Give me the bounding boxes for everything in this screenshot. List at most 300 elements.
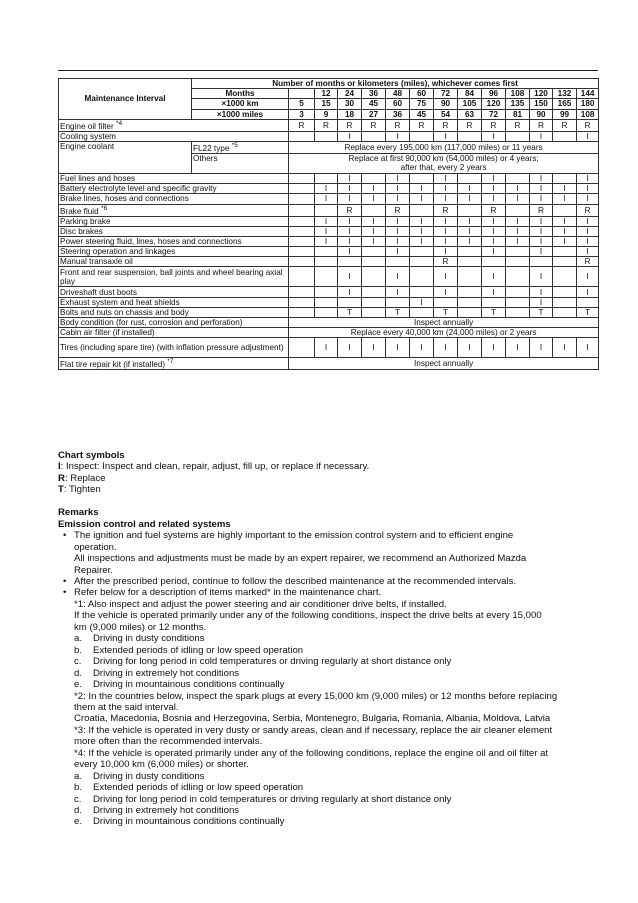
schedule-mark xyxy=(458,131,482,141)
bullet-period: • After the prescribed period, continue to follow the described maintenance at the recommended intervals. xyxy=(58,576,603,587)
interval-value: 36 xyxy=(386,109,410,119)
note-4-cont: every 10,000 km (6,000 miles) or shorter. xyxy=(74,759,249,771)
note-2-countries: Croatia, Macedonia, Bosnia and Herzegovina, Serbia, Montenegro, Bulgaria, Romania, Albania, Moldova, Latvia xyxy=(74,713,551,725)
schedule-mark xyxy=(506,287,530,297)
schedule-mark: R xyxy=(386,204,410,216)
list-item-letter: d. xyxy=(74,805,83,817)
table-row xyxy=(59,184,599,194)
table-row xyxy=(59,173,599,183)
interval-value: 105 xyxy=(458,99,482,109)
note-1-cont2: km (9,000 miles) or 12 months. xyxy=(74,621,207,633)
interval-value: 45 xyxy=(410,109,434,119)
schedule-mark xyxy=(362,297,386,307)
schedule-mark xyxy=(362,204,386,216)
schedule-mark: I xyxy=(577,267,599,287)
interval-value: 45 xyxy=(362,99,386,109)
list-item-text: Extended periods of idling or low speed operation xyxy=(93,782,304,794)
item-label xyxy=(59,173,289,183)
schedule-mark: T xyxy=(577,307,599,317)
schedule-mark: I xyxy=(315,184,338,194)
schedule-mark: R xyxy=(553,119,577,131)
schedule-mark: I xyxy=(482,338,506,358)
list-item-letter: d. xyxy=(74,667,83,679)
schedule-mark xyxy=(315,307,338,317)
schedule-mark xyxy=(553,173,577,183)
schedule-mark: T xyxy=(338,307,362,317)
schedule-mark: I xyxy=(530,131,553,141)
schedule-mark: I xyxy=(362,184,386,194)
schedule-mark: I xyxy=(530,184,553,194)
schedule-mark: R xyxy=(362,119,386,131)
interval-value: 135 xyxy=(506,99,530,109)
maintenance-interval-header: Maintenance Interval xyxy=(59,79,192,120)
schedule-mark: I xyxy=(506,184,530,194)
item-label-text: Cooling system xyxy=(60,131,116,141)
footnote-mark: *5 xyxy=(231,141,238,149)
interval-value: 60 xyxy=(386,99,410,109)
table-row xyxy=(59,318,599,328)
schedule-mark: I xyxy=(315,194,338,204)
note-3-cont: more often than the recommended intervals. xyxy=(74,736,263,748)
item-label xyxy=(59,119,289,131)
schedule-mark: I xyxy=(530,216,553,226)
schedule-mark xyxy=(315,131,338,141)
interval-value: 24 xyxy=(338,89,362,99)
schedule-mark: I xyxy=(458,184,482,194)
list-item-text: Driving in mountainous conditions continually xyxy=(93,679,285,691)
schedule-mark: I xyxy=(482,131,506,141)
schedule-mark: I xyxy=(338,216,362,226)
schedule-mark: R xyxy=(577,204,599,216)
schedule-mark: I xyxy=(434,184,458,194)
schedule-mark xyxy=(289,173,315,183)
schedule-mark xyxy=(315,247,338,257)
schedule-mark: R xyxy=(506,119,530,131)
fl22-text: FL22 type xyxy=(193,143,230,153)
body-condition-label: Body condition (for rust, corrosion and perforation) xyxy=(59,318,289,328)
interval-value: 5 xyxy=(289,99,315,109)
schedule-mark xyxy=(315,287,338,297)
table-row xyxy=(59,247,599,257)
interval-value: 54 xyxy=(434,109,458,119)
top-rule xyxy=(58,70,598,71)
schedule-mark: I xyxy=(338,247,362,257)
schedule-mark: I xyxy=(553,236,577,246)
schedule-mark: R xyxy=(530,119,553,131)
schedule-mark: I xyxy=(338,236,362,246)
others-interval-text xyxy=(289,153,599,173)
schedule-mark xyxy=(553,204,577,216)
schedule-mark: I xyxy=(434,236,458,246)
schedule-mark: I xyxy=(482,194,506,204)
conditions-list-1 xyxy=(58,633,603,690)
item-label xyxy=(59,297,289,307)
schedule-mark xyxy=(506,307,530,317)
schedule-mark: I xyxy=(434,173,458,183)
schedule-mark xyxy=(506,131,530,141)
schedule-mark xyxy=(553,297,577,307)
schedule-mark: I xyxy=(577,236,599,246)
table-row xyxy=(59,257,599,267)
list-item-letter: e. xyxy=(74,679,83,691)
schedule-mark: I xyxy=(410,216,434,226)
interval-value: 90 xyxy=(434,99,458,109)
schedule-mark: I xyxy=(315,236,338,246)
schedule-mark: I xyxy=(506,236,530,246)
bullet-ignition-cont: operation. xyxy=(74,541,117,553)
schedule-mark xyxy=(289,204,315,216)
item-label xyxy=(59,131,289,141)
list-item-letter: c. xyxy=(74,656,82,668)
interval-value: 48 xyxy=(386,89,410,99)
item-label xyxy=(59,236,289,246)
schedule-mark xyxy=(289,184,315,194)
list-item-letter: a. xyxy=(74,633,83,645)
schedule-mark xyxy=(289,236,315,246)
item-label xyxy=(59,216,289,226)
schedule-mark xyxy=(458,173,482,183)
schedule-mark: I xyxy=(386,267,410,287)
schedule-mark: I xyxy=(553,226,577,236)
schedule-mark: I xyxy=(410,236,434,246)
table-row xyxy=(59,119,599,131)
schedule-mark: I xyxy=(410,184,434,194)
schedule-mark: R xyxy=(577,119,599,131)
table-row xyxy=(59,194,599,204)
schedule-mark xyxy=(458,307,482,317)
schedule-mark xyxy=(458,287,482,297)
schedule-mark: I xyxy=(338,131,362,141)
schedule-mark: I xyxy=(577,194,599,204)
schedule-mark xyxy=(362,173,386,183)
schedule-mark xyxy=(410,173,434,183)
schedule-mark: I xyxy=(482,216,506,226)
schedule-mark xyxy=(289,338,315,358)
list-item-letter: b. xyxy=(74,644,83,656)
bullet-refer: • Refer below for a description of items marked* in the maintenance chart. xyxy=(58,587,603,598)
list-item-text: Driving in mountainous conditions continually xyxy=(93,816,285,828)
schedule-mark: R xyxy=(434,257,458,267)
bullet-ignition: • The ignition and fuel systems are highly important to the emission control system and to efficient engine xyxy=(58,530,603,541)
schedule-mark: I xyxy=(386,131,410,141)
list-item xyxy=(58,656,603,667)
schedule-mark: I xyxy=(410,226,434,236)
table-row xyxy=(59,267,599,287)
schedule-mark xyxy=(362,267,386,287)
interval-value: 9 xyxy=(315,109,338,119)
schedule-mark: T xyxy=(386,307,410,317)
item-label-text: Flat tire repair kit (if installed) xyxy=(60,360,166,370)
schedule-mark xyxy=(315,267,338,287)
table-row xyxy=(59,226,599,236)
schedule-mark xyxy=(458,267,482,287)
interval-value: 63 xyxy=(458,109,482,119)
footnote-mark: *7 xyxy=(167,358,174,366)
list-item xyxy=(58,816,603,827)
schedule-mark: R xyxy=(434,119,458,131)
item-label-text: Power steering fluid, lines, hoses and connections xyxy=(60,237,242,246)
list-item xyxy=(58,645,603,656)
interval-value: 132 xyxy=(553,89,577,99)
schedule-mark xyxy=(289,287,315,297)
schedule-mark: I xyxy=(315,216,338,226)
list-item-text: Driving in extremely hot conditions xyxy=(93,805,240,817)
interval-value: 12 xyxy=(315,89,338,99)
schedule-mark: I xyxy=(506,194,530,204)
schedule-mark: I xyxy=(386,194,410,204)
schedule-mark: R xyxy=(386,119,410,131)
schedule-mark xyxy=(553,247,577,257)
item-label xyxy=(59,194,289,204)
table-row xyxy=(59,287,599,297)
schedule-mark: I xyxy=(458,194,482,204)
list-item-text: Driving in dusty conditions xyxy=(93,770,205,782)
table-row xyxy=(59,141,599,153)
list-item-text: Driving for long period in cold temperatures or driving regularly at short distance only xyxy=(93,793,452,805)
schedule-mark: I xyxy=(577,216,599,226)
list-item-letter: b. xyxy=(74,782,83,794)
schedule-mark xyxy=(410,247,434,257)
symbol-inspect: I: Inspect: Inspect and clean, repair, adjust, fill up, or replace if necessary. xyxy=(58,461,370,473)
fl22-interval-text: Replace every 195,000 km (117,000 miles) or 11 years xyxy=(289,141,599,153)
table-row xyxy=(59,297,599,307)
body-condition-text: Inspect annually xyxy=(289,318,599,328)
bullet-ignition-cont3: Repairer. xyxy=(74,564,113,576)
list-item xyxy=(58,782,603,793)
interval-value xyxy=(289,89,315,99)
schedule-mark: R xyxy=(577,257,599,267)
schedule-mark: I xyxy=(338,267,362,287)
schedule-mark xyxy=(315,204,338,216)
schedule-mark: I xyxy=(386,338,410,358)
table-row xyxy=(59,216,599,226)
item-label xyxy=(59,247,289,257)
interval-value: 165 xyxy=(553,99,577,109)
schedule-mark: I xyxy=(434,287,458,297)
schedule-mark: I xyxy=(530,267,553,287)
schedule-mark xyxy=(386,297,410,307)
schedule-mark: R xyxy=(338,119,362,131)
schedule-mark: I xyxy=(530,338,553,358)
schedule-mark xyxy=(289,257,315,267)
schedule-mark: R xyxy=(315,119,338,131)
list-item xyxy=(58,679,603,690)
schedule-mark: R xyxy=(410,119,434,131)
schedule-mark: I xyxy=(553,184,577,194)
schedule-mark: I xyxy=(410,297,434,307)
schedule-mark: I xyxy=(553,194,577,204)
schedule-mark xyxy=(410,257,434,267)
schedule-mark: R xyxy=(482,204,506,216)
item-label-text: Fuel lines and hoses xyxy=(60,174,136,184)
schedule-mark: I xyxy=(530,226,553,236)
list-item xyxy=(58,805,603,816)
schedule-mark xyxy=(506,267,530,287)
schedule-mark: I xyxy=(530,247,553,257)
symbol-tighten: T: Tighten xyxy=(58,484,101,496)
item-label xyxy=(59,226,289,236)
schedule-mark: I xyxy=(434,226,458,236)
schedule-mark xyxy=(530,257,553,267)
others-line-1: Replace at first 90,000 km (54,000 miles) or 4 years; xyxy=(348,154,539,164)
interval-value: 60 xyxy=(410,89,434,99)
schedule-mark: I xyxy=(362,194,386,204)
note-4: *4: If the vehicle is operated primarily under any of the following conditions, replace the engine oil and oil filter at xyxy=(74,747,549,759)
schedule-mark: I xyxy=(386,226,410,236)
item-label xyxy=(59,184,289,194)
schedule-mark xyxy=(289,131,315,141)
item-label xyxy=(59,338,289,358)
schedule-mark xyxy=(289,226,315,236)
schedule-mark: I xyxy=(338,287,362,297)
interval-value: 90 xyxy=(530,109,553,119)
item-label-text: Manual transaxle oil xyxy=(60,257,133,267)
interval-value: 72 xyxy=(482,109,506,119)
schedule-mark xyxy=(434,297,458,307)
schedule-mark: I xyxy=(530,287,553,297)
schedule-mark xyxy=(338,257,362,267)
interval-value: 96 xyxy=(482,89,506,99)
schedule-mark: I xyxy=(434,247,458,257)
footnote-mark: *6 xyxy=(100,204,108,212)
interval-value: 99 xyxy=(553,109,577,119)
list-item-text: Extended periods of idling or low speed operation xyxy=(93,644,304,656)
interval-value: 27 xyxy=(362,109,386,119)
interval-value: 3 xyxy=(289,109,315,119)
cabin-filter-label: Cabin air filter (if installed) xyxy=(59,328,289,338)
item-label-text: Battery electrolyte level and specific gravity xyxy=(60,184,217,194)
bullet-ignition-cont2: All inspections and adjustments must be made by an expert repairer, we recommend an Authorized Mazda xyxy=(74,553,527,565)
schedule-mark: I xyxy=(577,173,599,183)
schedule-mark xyxy=(458,204,482,216)
schedule-mark: I xyxy=(386,184,410,194)
schedule-mark: I xyxy=(482,287,506,297)
schedule-mark xyxy=(553,257,577,267)
schedule-mark xyxy=(458,257,482,267)
interval-value: 81 xyxy=(506,109,530,119)
schedule-mark: I xyxy=(482,236,506,246)
flat-tire-kit-text: Inspect annually xyxy=(289,358,599,370)
item-label-text: Tires (including spare tire) (with inflation pressure adjustment) xyxy=(60,343,284,353)
note-1: *1: Also inspect and adjust the power steering and air conditioner drive belts, if installed. xyxy=(74,598,447,610)
schedule-mark: I xyxy=(577,184,599,194)
schedule-mark: I xyxy=(338,338,362,358)
schedule-mark: I xyxy=(386,247,410,257)
schedule-mark xyxy=(410,267,434,287)
note-1-cont: If the vehicle is operated primarily under any of the following conditions, inspect the drive belts at every 15,000 xyxy=(74,610,542,622)
list-item xyxy=(58,633,603,644)
schedule-mark xyxy=(482,297,506,307)
engine-coolant-label: Engine coolant xyxy=(59,141,192,173)
schedule-mark xyxy=(289,307,315,317)
interval-value: 72 xyxy=(434,89,458,99)
schedule-mark: I xyxy=(506,226,530,236)
schedule-mark: I xyxy=(482,267,506,287)
schedule-mark xyxy=(362,131,386,141)
interval-value: 75 xyxy=(410,99,434,109)
schedule-mark xyxy=(289,267,315,287)
interval-value: 30 xyxy=(338,99,362,109)
cabin-filter-text: Replace every 40,000 km (24,000 miles) or 2 years xyxy=(289,328,599,338)
schedule-mark: I xyxy=(530,173,553,183)
schedule-mark xyxy=(553,131,577,141)
schedule-mark: I xyxy=(386,216,410,226)
schedule-mark xyxy=(362,287,386,297)
schedule-mark xyxy=(553,267,577,287)
schedule-mark xyxy=(410,131,434,141)
item-label-text: Brake lines, hoses and connections xyxy=(60,194,189,204)
schedule-mark xyxy=(506,257,530,267)
interval-value: 84 xyxy=(458,89,482,99)
schedule-mark: R xyxy=(289,119,315,131)
item-label-text: Disc brakes xyxy=(60,226,103,236)
schedule-mark xyxy=(482,257,506,267)
schedule-mark: I xyxy=(506,338,530,358)
interval-value: 180 xyxy=(577,99,599,109)
schedule-mark: I xyxy=(386,287,410,297)
interval-unit-label: ×1000 miles xyxy=(192,109,289,119)
schedule-mark: I xyxy=(458,338,482,358)
list-item xyxy=(58,794,603,805)
schedule-mark: I xyxy=(434,338,458,358)
table-row xyxy=(59,307,599,317)
table-header-row xyxy=(59,79,599,89)
schedule-mark xyxy=(315,297,338,307)
schedule-mark xyxy=(553,287,577,297)
item-label xyxy=(59,257,289,267)
schedule-mark: I xyxy=(506,216,530,226)
interval-value: 108 xyxy=(577,109,599,119)
schedule-mark: I xyxy=(362,236,386,246)
item-label-text: Front and rear suspension, ball joints and wheel bearing axial play xyxy=(60,267,283,286)
schedule-mark xyxy=(458,297,482,307)
remarks-heading: Remarks xyxy=(58,507,99,519)
schedule-mark xyxy=(362,307,386,317)
schedule-mark xyxy=(506,204,530,216)
list-item-text: Driving in dusty conditions xyxy=(93,633,205,645)
schedule-mark xyxy=(289,194,315,204)
interval-value: 15 xyxy=(315,99,338,109)
table-row xyxy=(59,131,599,141)
schedule-mark: I xyxy=(315,338,338,358)
note-2-cont: them at the said interval. xyxy=(74,701,179,713)
emission-heading: Emission control and related systems xyxy=(58,518,231,530)
item-label xyxy=(59,267,289,287)
schedule-mark: R xyxy=(434,204,458,216)
schedule-mark xyxy=(362,247,386,257)
item-label-text: Parking brake xyxy=(60,216,111,226)
interval-value: 144 xyxy=(577,89,599,99)
item-label xyxy=(59,287,289,297)
item-label-text: Bolts and nuts on chassis and body xyxy=(60,307,189,317)
interval-value: 150 xyxy=(530,99,553,109)
schedule-mark xyxy=(289,297,315,307)
schedule-mark: I xyxy=(577,247,599,257)
list-item-letter: c. xyxy=(74,793,82,805)
schedule-mark xyxy=(506,297,530,307)
notes-section xyxy=(58,450,603,828)
schedule-mark: R xyxy=(482,119,506,131)
schedule-mark: I xyxy=(530,236,553,246)
schedule-mark: I xyxy=(434,194,458,204)
schedule-mark: I xyxy=(577,338,599,358)
schedule-mark xyxy=(410,204,434,216)
others-label: Others xyxy=(192,153,289,173)
schedule-mark xyxy=(410,287,434,297)
interval-value: 120 xyxy=(530,89,553,99)
item-label xyxy=(59,307,289,317)
schedule-mark: R xyxy=(338,204,362,216)
